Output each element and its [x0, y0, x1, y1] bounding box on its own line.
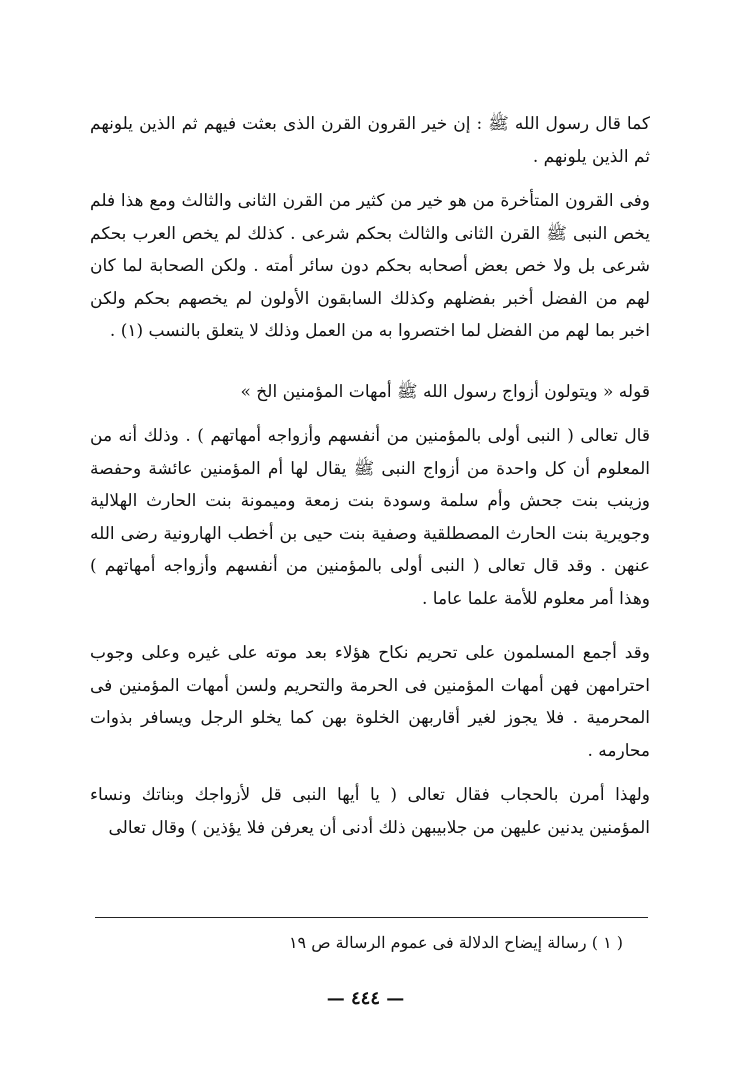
paragraph-mothers-of-believers: قال تعالى ( النبى أولى بالمؤمنين من أنفسهم وأزواجه أمهاتهم ) . وذلك أنه من المعلوم أن كل واحدة من أزواج النبى ﷺ يقال لها أم المؤمنين عائشة وحفصة وزينب بنت جحش وأم سلمة وسودة بنت زمعة وميمونة بنت الحارث الهلالية وجويرية بنت الحارث المصطلقية وصفية بنت حيى بن أخطب الهارونية رضى الله عنهن . وقد قال تعالى ( النبى أولى بالمؤمنين من أنفسهم وأزواجه أمهاتهم ) وهذا أمر معلوم للأمة علما عاما . [90, 426, 650, 609]
paragraph-later-generations: وفى القرون المتأخرة من هو خير من كثير من القرن الثانى والثالث ومع هذا فلم يخص النبى ﷺ القرن الثانى والثالث بحكم شرعى . كذلك لم يخص العرب بحكم شرعى بل ولا خص بعض أصحابه بحكم دون سائر أمته . ولكن الصحابة لما كان لهم من الفضل أخبر بفضلهم وكذلك السابقون الأولون لم يخصهم بحكم ولكن اخبر بما لهم من الفضل لما اختصروا به من العمل وذلك لا يتعلق بالنسب (١) . [90, 191, 650, 341]
paragraph-hijab: ولهذا أمرن بالحجاب فقال تعالى ( يا أيها النبى قل لأزواجك وبناتك ونساء المؤمنين يدنين عليهن من جلابيبهن ذلك أدنى أن يعرفن فلا يؤذين ) وقال تعالى [90, 785, 650, 838]
footnote: ( ١ ) رسالة إيضاح الدلالة فى عموم الرسالة ص ١٩ [288, 933, 623, 952]
paragraph-heading-quote: قوله « ويتولون أزواج رسول الله ﷺ أمهات المؤمنين الخ » [240, 381, 650, 402]
page-body [90, 108, 650, 844]
paragraph-consensus: وقد أجمع المسلمون على تحريم نكاح هؤلاء بعد موته على غيره وعلى وجوب احترامهن فهن أمهات المؤمنين فى الحرمة والتحريم ولسن أمهات المؤمنين فى المحرمية . فلا يجوز لغير أقاربهن الخلوة بهن كما يخلو الرجل ويسافر بذوات محارمه . [90, 643, 650, 761]
footnote-divider [95, 917, 648, 918]
page-number: — ٤٤٤ — [326, 988, 405, 1009]
paragraph-hadith: كما قال رسول الله ﷺ : إن خير القرون القرن الذى بعثت فيهم ثم الذين يلونهم ثم الذين يلونهم . [90, 114, 650, 167]
